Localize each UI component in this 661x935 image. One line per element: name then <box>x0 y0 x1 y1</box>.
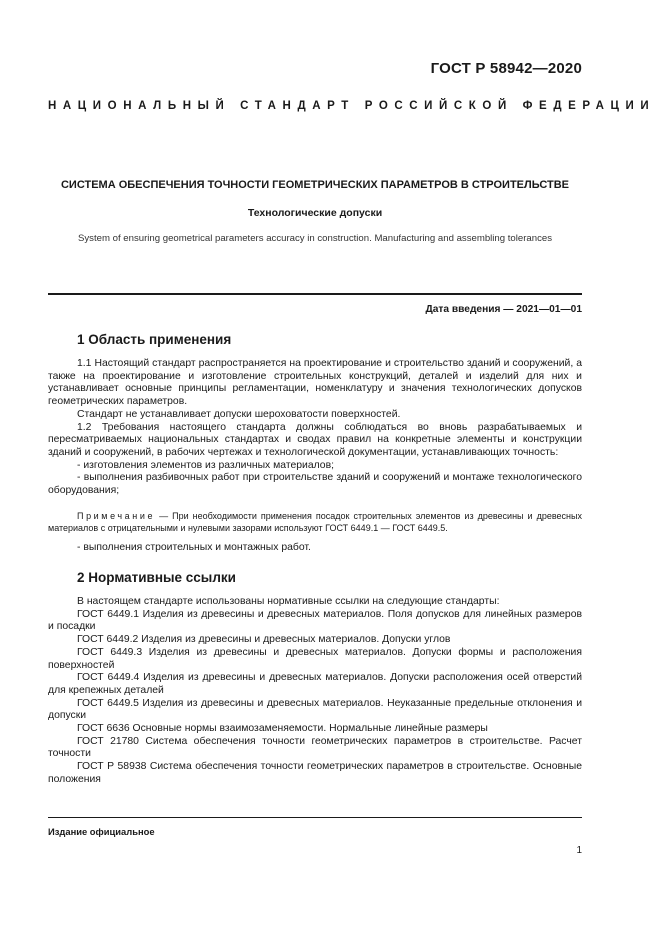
section-2-body <box>48 596 582 787</box>
reference-item: ГОСТ 6449.3 Изделия из древесины и древесных материалов. Допуски формы и расположения поверхностей <box>48 646 582 671</box>
footer-divider <box>48 817 582 818</box>
reference-item: ГОСТ 6449.4 Изделия из древесины и древесных материалов. Допуски расположения осей отверстий для крепежных деталей <box>48 672 582 696</box>
section-1-heading: 1 Область применения <box>77 332 232 347</box>
introduction-date: Дата введения — 2021—01—01 <box>425 304 582 315</box>
official-edition-label: Издание официальное <box>48 826 155 837</box>
english-title: System of ensuring geometrical parameters accuracy in construction. Manufacturing and assembling tolerances <box>77 233 553 244</box>
paragraph: 1.1 Настоящий стандарт распространяется на проектирование и строительство зданий и сооружений, а также на проектирование и изготовление строительных конструкций, деталей и изделий для них и устанавливает основные принципы регламентации, номенклатуру и значения технологических допусков геометрических параметров. <box>48 358 582 408</box>
document-title: СИСТЕМА ОБЕСПЕЧЕНИЯ ТОЧНОСТИ ГЕОМЕТРИЧЕСКИХ ПАРАМЕТРОВ В СТРОИТЕЛЬСТВЕ <box>60 179 570 191</box>
page-number: 1 <box>576 845 582 856</box>
section-1-body <box>48 358 582 498</box>
document-subtitle: Технологические допуски <box>247 207 383 219</box>
reference-item: ГОСТ 6449.5 Изделия из древесины и древесных материалов. Неуказанные предельные отклонения и допуски <box>48 697 582 722</box>
reference-item: ГОСТ Р 58938 Система обеспечения точности геометрических параметров в строительстве. Основные положения <box>48 761 582 785</box>
reference-item: ГОСТ 6449.2 Изделия из древесины и древесных материалов. Допуски углов <box>77 634 451 646</box>
note <box>48 510 582 534</box>
list-item: - изготовления элементов из различных материалов; <box>77 459 334 471</box>
national-standard-heading: НАЦИОНАЛЬНЫЙ СТАНДАРТ РОССИЙСКОЙ ФЕДЕРАЦИИ <box>48 100 656 112</box>
section-2-heading: 2 Нормативные ссылки <box>77 570 236 585</box>
section-1-body-end <box>48 542 582 555</box>
paragraph: Стандарт не устанавливает допуски шероховатости поверхностей. <box>77 408 401 420</box>
reference-item: ГОСТ 6449.1 Изделия из древесины и древесных материалов. Поля допусков для линейных размеров и посадки <box>48 608 582 633</box>
note-text: — При необходимости применения посадок строительных элементов из древесины и древесных материалов с отрицательными и нулевыми зазорами используют ГОСТ 6449.1 — ГОСТ 6449.5. <box>48 511 582 533</box>
reference-item: ГОСТ 21780 Система обеспечения точности геометрических параметров в строительстве. Расчет точности <box>48 735 582 760</box>
paragraph: 1.2 Требования настоящего стандарта должны соблюдаться во вновь разрабатываемых и пересматриваемых национальных стандартах и сводах правил на конкретные элементы и конструкции зданий и сооружений, в рабочих чертежах и технологической документации, устанавливающих точность: <box>48 421 582 458</box>
note-label: Примечание <box>77 511 156 521</box>
reference-item: ГОСТ 6636 Основные нормы взаимозаменяемости. Нормальные линейные размеры <box>77 723 488 735</box>
list-item: - выполнения строительных и монтажных работ. <box>77 542 311 553</box>
paragraph: В настоящем стандарте использованы нормативные ссылки на следующие стандарты: <box>77 596 500 607</box>
document-number: ГОСТ Р 58942—2020 <box>430 60 582 77</box>
top-divider <box>48 293 582 295</box>
list-item: - выполнения разбивочных работ при строительстве зданий и сооружений и монтаже технологического оборудования; <box>48 472 582 497</box>
